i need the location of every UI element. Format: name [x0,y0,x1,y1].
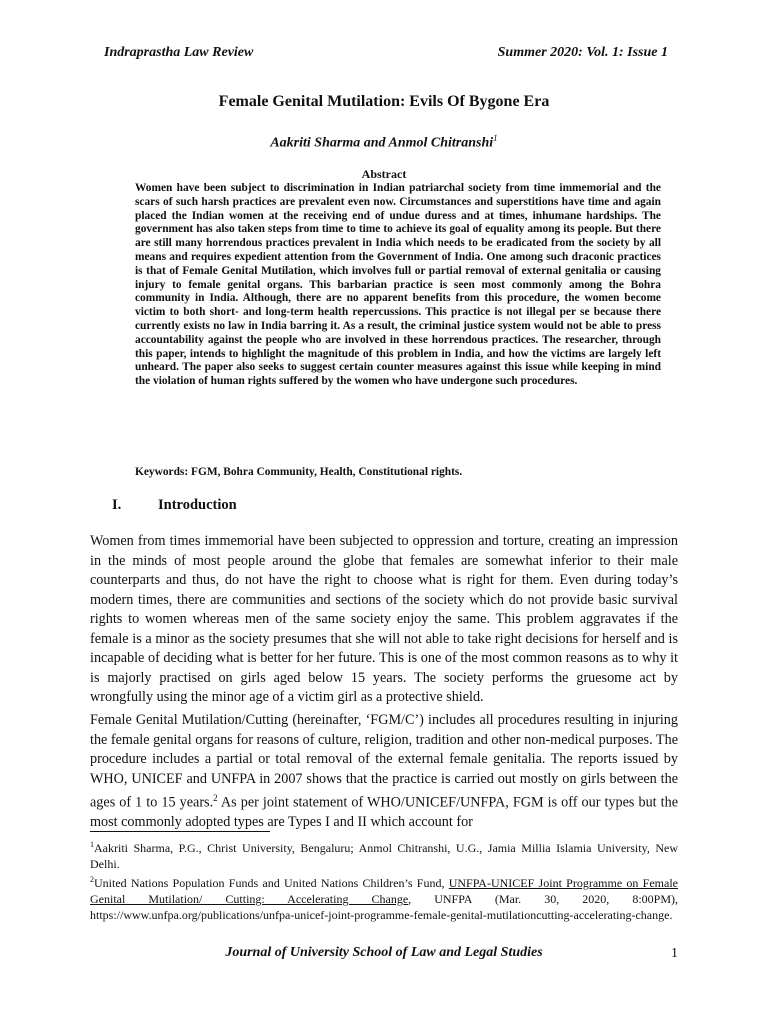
author-footnote-mark: 1 [493,133,498,143]
footnote-divider [90,831,270,832]
footnote-2-mark: 2 [90,875,94,884]
paper-title: Female Genital Mutilation: Evils Of Bygone Era [218,93,550,110]
footnote-ref-2: 2 [213,793,218,803]
footnote-1 [90,837,678,872]
footnote-1-text: Aakriti Sharma, P.G., Christ University, Bengaluru; Anmol Chitranshi, U.G., Jamia Millia Islamia University, New Delhi. [90,841,678,871]
paragraph-2-text-b: As per joint statement of WHO/UNICEF/UNFPA, FGM is off our types but the most commonly adopted types are Types I and II which account for [90,794,678,831]
running-footer-journal: Journal of University School of Law and Legal Studies [225,945,543,960]
keywords-line: Keywords: FGM, Bohra Community, Health, Constitutional rights. [135,466,463,478]
running-header-journal: Indraprastha Law Review [104,45,254,60]
footnote-2-pre: United Nations Population Funds and United Nations Children’s Fund, [94,876,449,890]
body-paragraph-2 [90,711,678,833]
section-heading [112,497,237,514]
authors-names: Aakriti Sharma and Anmol Chitranshi [270,135,494,151]
body-paragraph-1: Women from times immemorial have been subjected to oppression and torture, creating an impression in the minds of most people around the globe that females are somewhat inferior to their male counterparts and thus, do not have the right to choose what is right for them. Even during today’s modern times, there are communities and sections of the society which do not provide basic survival rights to women whereas men of the same society enjoy the same. This problem aggravates if the female is a minor as the society presumes that she will not able to take right decisions for herself and is incapable of deciding what is better for her future. This is one of the most common reasons as to why it is majorly practised on girls aged below 15 years. The society performs the gruesome act by wrongfully using the minor age of a victim girl as a protective shield. [90,533,678,705]
running-header-issue: Summer 2020: Vol. 1: Issue 1 [497,45,668,60]
footnote-2-post: , UNFPA (Mar. 30, 2020, 8:00PM), https://www.unfpa.org/publications/unfpa-unicef-joint-programme-female-genital-mutilationcutting-accelerating-change. [90,892,678,922]
page-number: 1 [671,946,678,961]
section-title: Introduction [158,497,237,513]
abstract-heading: Abstract [361,167,407,181]
abstract-text: Women have been subject to discrimination in Indian patriarchal society from time immemorial and the scars of such harsh practices are prevalent even now. Circumstances and superstitions have time and again placed the Indian women at the receiving end of undue duress and at times, inhumane hardships. The government has also taken steps from time to time to achieve its goal of equality among its people. But there are still many horrendous practices prevalent in India which needs to be eradicated from the society by all means and requires expedient attention from the Government of India. One among such draconic practices is that of Female Genital Mutilation, which involves full or partial removal of external genitalia or causing injury to female genital organs. This barbarian practice is seen most commonly among the Bohra community in India. Although, there are no apparent benefits from this procedure, the women become victim to both short- and long-term health repercussions. This practice is not illegal per se because there currently exists no law in India barring it. As a result, the criminal justice system would not be able to press accountability against the people who are involved in these horrendous practices. The researcher, through this paper, intends to highlight the magnitude of this problem in India, and how the victims are largely left unheard. The paper also seeks to suggest certain counter measures against this issue while keeping in mind the violation of human rights suffered by the women who have undergone such procedures. [135,182,661,388]
section-number: I. [112,497,122,513]
footnote-2-link[interactable]: UNFPA-UNICEF Joint Programme on Female Genital Mutilation/ Cutting: Accelerating Change [90,876,678,906]
footnote-1-mark: 1 [90,840,94,849]
paper-authors [0,133,768,152]
paragraph-2-text-a: Female Genital Mutilation/Cutting (hereinafter, ‘FGM/C’) includes all procedures resulting in injuring the female genital organs for reasons of culture, religion, tradition and other non-medical purposes. The procedure includes a partial or total removal of the external female genitalia. The reports issued by WHO, UNICEF and UNFPA in 2007 shows that the practice is carried out mostly on girls between the ages of 1 to 15 years. [90,712,678,811]
footnote-2 [90,872,678,923]
